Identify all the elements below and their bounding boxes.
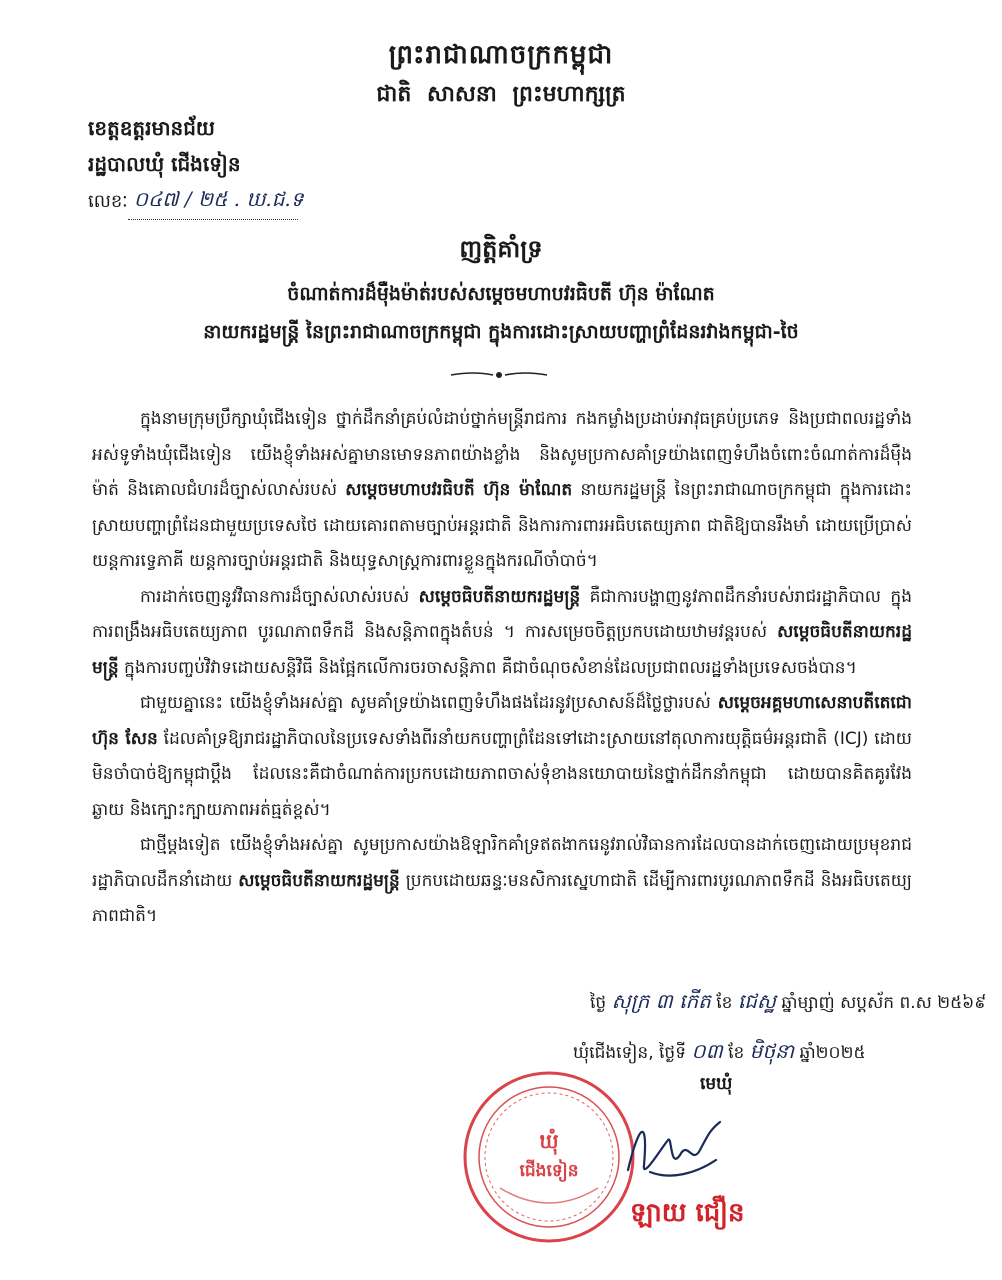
p3-text-b: ដែលគាំទ្រឱ្យរាជរដ្ឋាភិបាលនៃប្រទេសទាំងពីរនាំយកបញ្ហាព្រំដែនទៅដោះស្រាយនៅតុលាការយុត្តិធម៌អន្តរជាតិ (ICJ) ដោយមិនចាំបាច់ឱ្យកម្ពុជាប្តឹង ដែលនេះគឺជាចំណាត់ការប្រកបដោយភាពចាស់ទុំខាងនយោបាយនៃថ្នាក់ដឹកនាំកម្ពុជា ដោយបានគិតគូរវែងឆ្ងាយ និងក្បោះក្បាយភាពអត់ធ្មត់ខ្ពស់។ [92, 728, 912, 820]
subtitle-line-1: ចំណាត់ការដ៏ម៉ឺងម៉ាត់របស់សម្តេចមហាបវរធិបតី ហ៊ុន ម៉ាណែត [287, 283, 715, 305]
p4-text-b: ប្រកបដោយឆន្ទៈមនសិការស្នេហាជាតិ ដើម្បីការពារបូរណភាពទឹកដី និងអធិបតេយ្យភាពជាតិ។ [92, 870, 912, 926]
p3-emphasis: សម្តេចអគ្គមហាសេនាបតីតេជោ ហ៊ុន សែន [92, 693, 912, 749]
body-text [92, 402, 912, 935]
paragraph-2 [92, 580, 912, 687]
subtitle-line-2: នាយករដ្ឋមន្ត្រី នៃព្រះរាជាណាចក្រកម្ពុជា ក្នុងការដោះស្រាយបញ្ហាព្រំដែនរវាងកម្ពុជា-ថៃ [203, 321, 799, 343]
lunar-month-value: ជេស្ឋ [737, 989, 776, 1013]
p2-text-a: ការដាក់ចេញនូវវិធានការដ៏ច្បាស់លាស់របស់ [140, 586, 419, 607]
paragraph-4 [92, 828, 912, 935]
reference-dots [128, 187, 304, 220]
national-motto [0, 80, 1002, 112]
signature-icon [620, 1110, 730, 1190]
paragraph-1 [92, 402, 912, 580]
signer-name: ឡាយ ជឿន [630, 1198, 745, 1228]
p1-text-b: នាយករដ្ឋមន្ត្រី នៃព្រះរាជាណាចក្រកម្ពុជា ក្នុងការដោះស្រាយបញ្ហាព្រំដែនជាមួយប្រទេសថៃ ដោយគោរពតាមច្បាប់អន្តរជាតិ និងការការពារអធិបតេយ្យភាព ជាតិឱ្យបានរឹងមាំ ដោយប្រើប្រាស់យន្តការទ្វេភាគី យន្តការច្បាប់អន្តរជាតិ និងយុទ្ធសាស្ត្រការពារខ្លួនក្នុងករណីចាំបាច់។ [92, 480, 912, 571]
p4-text-a: ជាថ្មីម្តងទៀត យើងខ្ញុំទាំងអស់គ្នា សូមប្រកាសយ៉ាងឱឡារិកគាំទ្រឥតងាករេនូវរាល់វិធានការដែលបានដាក់ចេញដោយប្រមុខរាជរដ្ឋាភិបាលដឹកនាំដោយ [92, 835, 912, 891]
divider-ornament [449, 368, 549, 382]
motto-nation: ជាតិ [376, 82, 412, 107]
lunar-date [590, 988, 986, 1018]
lunar-year: ឆ្នាំម្សាញ់ សប្តស័ក ព.ស ២៥៦៩ [781, 993, 987, 1013]
seal-text-2: ជើងទៀន [519, 1161, 579, 1181]
issuer-commune: រដ្ឋបាលឃុំ ជើងទៀន [88, 152, 241, 176]
reference-label: លេខៈ [88, 191, 128, 212]
reference-number: ០៤៧ / ២៥ . ឃ.ជ.ទ [133, 187, 304, 211]
p2-emphasis-a: សម្តេចធិបតីនាយករដ្ឋមន្ត្រី [418, 586, 581, 607]
p4-emphasis: សម្តេចធិបតីនាយករដ្ឋមន្ត្រី [238, 870, 400, 891]
issuer-province: ខេត្តឧត្តរមានជ័យ [88, 116, 215, 140]
signer-role: មេឃុំ [700, 1074, 733, 1094]
official-seal-icon [460, 1068, 638, 1246]
paragraph-3 [92, 686, 912, 828]
lunar-month-label: ខែ [716, 993, 733, 1013]
p2-text-c: ក្នុងការបញ្ចប់វិវាទដោយសន្តិវិធី និងផ្អែកលើការចរចាសន្តិភាព គឺជាចំណុចសំខាន់ដែលប្រជាពលរដ្ឋទាំងប្រទេសចង់បាន។ [118, 657, 857, 678]
seal-text-1: ឃុំ [539, 1129, 559, 1153]
motto-king: ព្រះមហាក្សត្រ [512, 82, 626, 107]
solar-date [573, 1038, 866, 1068]
p1-text-a: ក្នុងនាមក្រុមប្រឹក្សាឃុំជើងទៀន ថ្នាក់ដឹកនាំគ្រប់លំដាប់ថ្នាក់មន្ត្រីរាជការ កងកម្លាំងប្រដាប់អាវុធគ្រប់ប្រភេទ និងប្រជាពលរដ្ឋទាំងអស់ទូទាំងឃុំជើងទៀន យើងខ្ញុំទាំងអស់គ្នាមានមោទនភាពយ៉ាងខ្លាំង និងសូមប្រកាសគាំទ្រយ៉ាងពេញទំហឹងចំពោះចំណាត់ការដ៏ម៉ឺងម៉ាត់ និងគោលជំហរដ៏ច្បាស់លាស់របស់ [92, 409, 912, 500]
p3-text-a: ជាមួយគ្នានេះ យើងខ្ញុំទាំងអស់គ្នា សូមគាំទ្រយ៉ាងពេញទំហឹងផងដែរនូវប្រសាសន៍ដ៏ថ្លៃថ្លារបស់ [140, 693, 718, 713]
document-title: ញត្តិគាំទ្រ [459, 235, 543, 263]
solar-day-value: ០៣ [691, 1039, 723, 1063]
p1-emphasis: សម្តេចមហាបវរធិបតី ហ៊ុន ម៉ាណែត [345, 480, 573, 500]
p2-emphasis-b: សម្តេចធិបតីនាយករដ្ឋមន្ត្រី [92, 622, 912, 678]
p2-text-b: គឺជាការបង្ហាញនូវភាពដឹកនាំរបស់រាជរដ្ឋាភិបាល ក្នុងការពង្រឹងអធិបតេយ្យភាព បូរណភាពទឹកដី និងសន្តិភាពក្នុងតំបន់ ។ ការសម្រេចចិត្តប្រកបដោយឋាមវន្តរបស់ [92, 586, 912, 642]
issuer-block [88, 110, 304, 218]
lunar-day-value: សុក្រ ៣ កើត [611, 989, 711, 1013]
solar-place: ឃុំជើងទៀន, ថ្ងៃទី [573, 1043, 686, 1063]
reference-line [88, 182, 304, 218]
lunar-day-label: ថ្ងៃ [590, 993, 607, 1013]
solar-month-label: ខែ [728, 1043, 745, 1063]
solar-year: ឆ្នាំ២០២៥ [799, 1043, 866, 1063]
motto-religion: សាសនា [426, 82, 497, 107]
kingdom-heading: ព្រះរាជាណាចក្រកម្ពុជា [388, 40, 614, 70]
solar-month-value: មិថុនា [749, 1039, 795, 1063]
